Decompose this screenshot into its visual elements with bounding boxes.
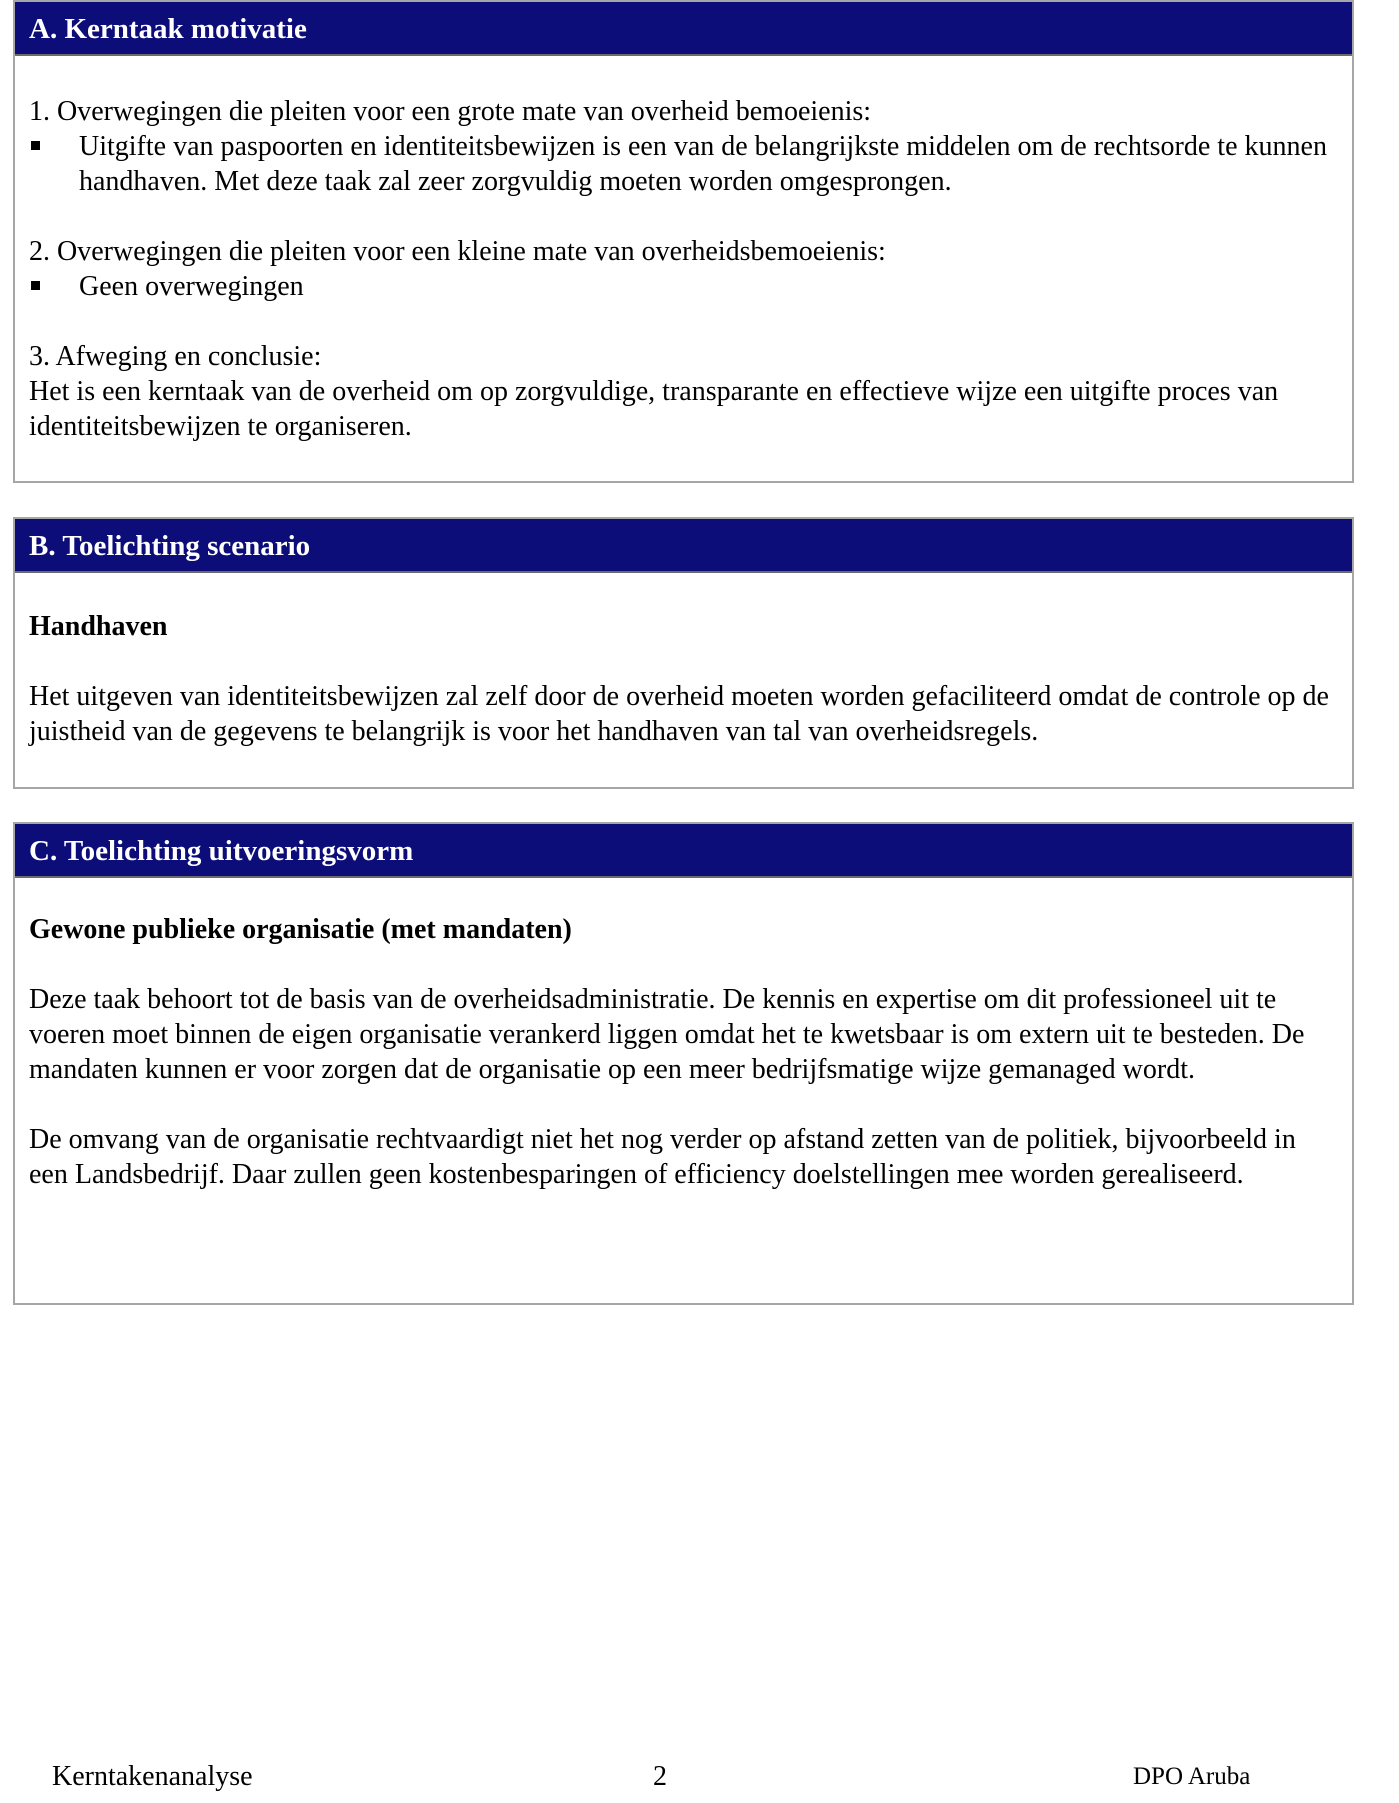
section-b-text: Het uitgeven van identiteitsbewijzen zal zelf door de overheid moeten worden gefaciliteerd omdat de controle op de juistheid van de gegevens te belangrijk is voor het handhaven van tal van overheidsregels. [29,681,1329,747]
section-b-subheading: Handhaven [29,611,168,642]
section-a-body [15,56,1352,444]
footer-page-number: 2 [653,1761,667,1792]
section-c-paragraph-1: Deze taak behoort tot de basis van de overheidsadministratie. De kennis en expertise om dit professioneel uit te voeren moet binnen de eigen organisatie verankerd liggen omdat het te kwetsbaar is om extern uit te besteden. De mandaten kunnen er voor zorgen dat de organisatie op een meer bedrijfsmatige wijze gemanaged wordt. [29,984,1305,1085]
section-a-title: A. Kerntaak motivatie [15,2,1352,56]
item2-bullet-text: Geen overwegingen [79,271,304,302]
item2-bullet-row [29,269,1338,304]
section-kerntaak-motivatie [13,0,1354,483]
section-b-body [15,573,1352,749]
item1-bullet-text: Uitgifte van paspoorten en identiteitsbewijzen is een van de belangrijkste middelen om de rechtsorde te kunnen handhaven. Met deze taak zal zeer zorgvuldig moeten worden omgesprongen. [79,131,1327,197]
item3-heading: 3. Afweging en conclusie: [29,341,322,372]
section-b-title: B. Toelichting scenario [15,519,1352,573]
footer-document-title: Kerntakenanalyse [52,1761,253,1792]
bullet-square-icon [31,141,40,150]
section-c-body [15,878,1352,1192]
section-c-paragraph-2: De omvang van de organisatie rechtvaardigt niet het nog verder op afstand zetten van de politiek, bijvoorbeeld in een Landsbedrijf. Daar zullen geen kostenbesparingen of efficiency doelstellingen mee worden gerealiseerd. [29,1124,1296,1190]
section-toelichting-scenario [13,517,1354,789]
item1-heading: 1. Overwegingen die pleiten voor een grote mate van overheid bemoeienis: [29,96,872,127]
section-c-title: C. Toelichting uitvoeringsvorm [15,824,1352,878]
section-c-subheading: Gewone publieke organisatie (met mandaten) [29,914,572,945]
footer-organization: DPO Aruba [1133,1763,1251,1790]
section-toelichting-uitvoeringsvorm [13,822,1354,1305]
item2-heading: 2. Overwegingen die pleiten voor een kleine mate van overheidsbemoeienis: [29,236,886,267]
bullet-square-icon [31,281,40,290]
item1-bullet-row [29,129,1338,199]
item3-text: Het is een kerntaak van de overheid om op zorgvuldige, transparante en effectieve wijze een uitgifte proces van identiteitsbewijzen te organiseren. [29,376,1279,442]
